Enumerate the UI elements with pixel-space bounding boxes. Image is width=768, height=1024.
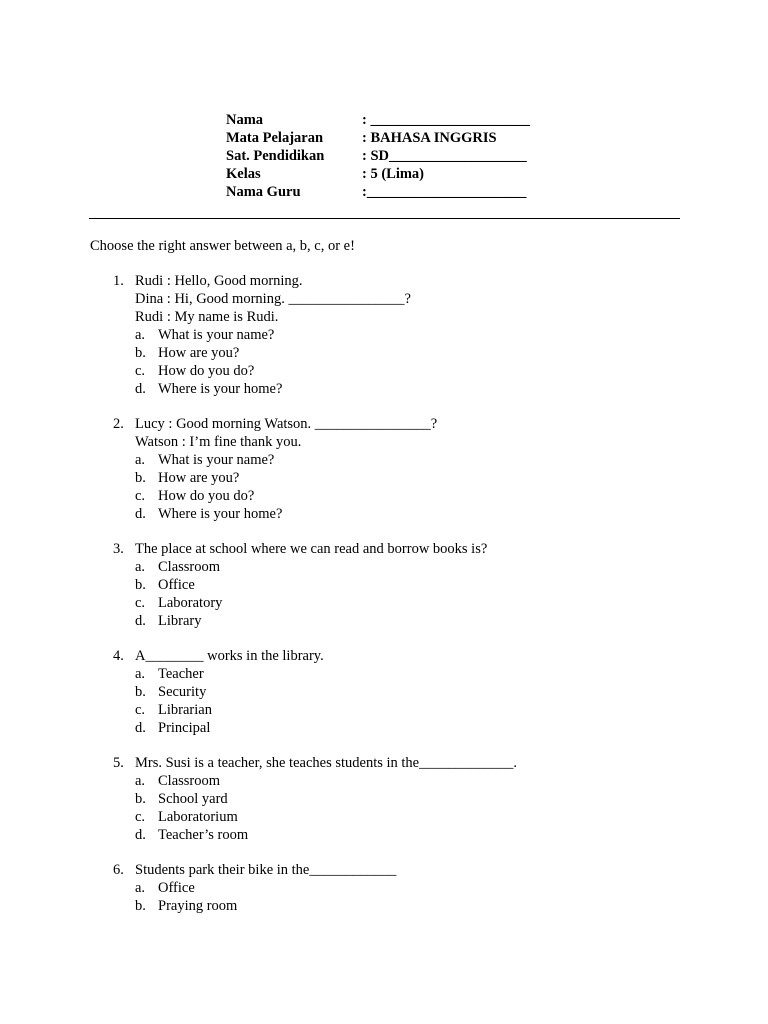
option-letter: d. xyxy=(135,506,146,522)
option-letter: c. xyxy=(135,488,146,504)
option-text: Where is your home? xyxy=(158,381,283,397)
header-row-kelas xyxy=(226,165,530,183)
question-text: A________ works in the library. xyxy=(135,648,324,664)
header-label: Nama xyxy=(226,112,264,128)
question-text-line: Watson : I’m fine thank you. xyxy=(135,434,302,450)
option-text: Classroom xyxy=(158,559,221,575)
option-text: Office xyxy=(158,577,195,593)
answer-option xyxy=(113,576,713,594)
option-letter: a. xyxy=(135,327,146,343)
answer-option xyxy=(113,897,713,915)
header-value: : BAHASA INGGRIS xyxy=(362,130,497,146)
answer-option xyxy=(113,469,713,487)
header-row-nama xyxy=(226,111,530,129)
option-letter: c. xyxy=(135,363,146,379)
option-text: What is your name? xyxy=(158,327,275,343)
answer-option xyxy=(113,594,713,612)
question-number: 5. xyxy=(113,755,124,771)
answer-option xyxy=(113,683,713,701)
question-text-line: Dina : Hi, Good morning. ________________? xyxy=(135,291,411,307)
answer-option xyxy=(113,719,713,737)
header-label: Sat. Pendidikan xyxy=(226,148,325,164)
question-number: 3. xyxy=(113,541,124,557)
answer-option xyxy=(113,362,713,380)
question-number: 4. xyxy=(113,648,124,664)
option-letter: b. xyxy=(135,577,146,593)
option-text: School yard xyxy=(158,791,228,807)
option-letter: a. xyxy=(135,666,146,682)
header-row-mata-pelajaran xyxy=(226,129,530,147)
header-value: :______________________ xyxy=(362,184,527,200)
question-number: 1. xyxy=(113,273,124,289)
option-letter: b. xyxy=(135,345,146,361)
option-letter: a. xyxy=(135,452,146,468)
option-letter: d. xyxy=(135,827,146,843)
question-6 xyxy=(113,861,713,915)
option-letter: c. xyxy=(135,595,146,611)
question-2 xyxy=(113,415,713,523)
answer-option xyxy=(113,879,713,897)
option-letter: a. xyxy=(135,773,146,789)
question-number: 2. xyxy=(113,416,124,432)
option-text: Librarian xyxy=(158,702,212,718)
answer-option xyxy=(113,612,713,630)
question-3 xyxy=(113,540,713,630)
option-letter: a. xyxy=(135,880,146,896)
option-text: What is your name? xyxy=(158,452,275,468)
option-letter: b. xyxy=(135,791,146,807)
answer-option xyxy=(113,326,713,344)
option-text: Classroom xyxy=(158,773,221,789)
question-text: The place at school where we can read and borrow books is? xyxy=(135,541,488,557)
option-text: How do you do? xyxy=(158,488,255,504)
question-text: Mrs. Susi is a teacher, she teaches students in the_____________. xyxy=(135,755,517,771)
option-letter: d. xyxy=(135,613,146,629)
option-text: Teacher’s room xyxy=(158,827,249,843)
option-letter: b. xyxy=(135,898,146,914)
answer-option xyxy=(113,344,713,362)
answer-option xyxy=(113,826,713,844)
instruction-text: Choose the right answer between a, b, c, or e! xyxy=(90,238,355,254)
header-info xyxy=(226,111,530,201)
header-value: : SD___________________ xyxy=(362,148,527,164)
question-4 xyxy=(113,647,713,737)
option-text: Office xyxy=(158,880,195,896)
header-value: : 5 (Lima) xyxy=(362,166,425,182)
option-text: Laboratorium xyxy=(158,809,238,825)
answer-option xyxy=(113,808,713,826)
option-text: How are you? xyxy=(158,345,240,361)
question-number: 6. xyxy=(113,862,124,878)
option-text: Praying room xyxy=(158,898,238,914)
header-label: Mata Pelajaran xyxy=(226,130,324,146)
question-text: Students park their bike in the____________ xyxy=(135,862,397,878)
option-letter: c. xyxy=(135,809,146,825)
option-text: How are you? xyxy=(158,470,240,486)
question-1 xyxy=(113,272,713,398)
answer-option xyxy=(113,558,713,576)
option-text: Principal xyxy=(158,720,211,736)
horizontal-divider xyxy=(89,218,680,219)
answer-option xyxy=(113,665,713,683)
answer-option xyxy=(113,487,713,505)
option-text: Laboratory xyxy=(158,595,223,611)
header-value: : ______________________ xyxy=(362,112,530,128)
answer-option xyxy=(113,772,713,790)
question-5 xyxy=(113,754,713,844)
option-text: Teacher xyxy=(158,666,204,682)
question-text: Lucy : Good morning Watson. ________________? xyxy=(135,416,438,432)
option-letter: d. xyxy=(135,720,146,736)
option-letter: b. xyxy=(135,684,146,700)
option-text: Security xyxy=(158,684,207,700)
answer-option xyxy=(113,790,713,808)
option-text: Where is your home? xyxy=(158,506,283,522)
option-letter: d. xyxy=(135,381,146,397)
option-text: Library xyxy=(158,613,202,629)
question-list xyxy=(113,272,713,932)
answer-option xyxy=(113,505,713,523)
header-row-nama-guru xyxy=(226,183,530,201)
question-text: Rudi : Hello, Good morning. xyxy=(135,273,303,289)
question-text-line: Rudi : My name is Rudi. xyxy=(135,309,279,325)
answer-option xyxy=(113,380,713,398)
header-row-sat-pendidikan xyxy=(226,147,530,165)
option-letter: b. xyxy=(135,470,146,486)
option-text: How do you do? xyxy=(158,363,255,379)
header-label: Nama Guru xyxy=(226,184,301,200)
option-letter: a. xyxy=(135,559,146,575)
option-letter: c. xyxy=(135,702,146,718)
answer-option xyxy=(113,451,713,469)
header-label: Kelas xyxy=(226,166,261,182)
answer-option xyxy=(113,701,713,719)
